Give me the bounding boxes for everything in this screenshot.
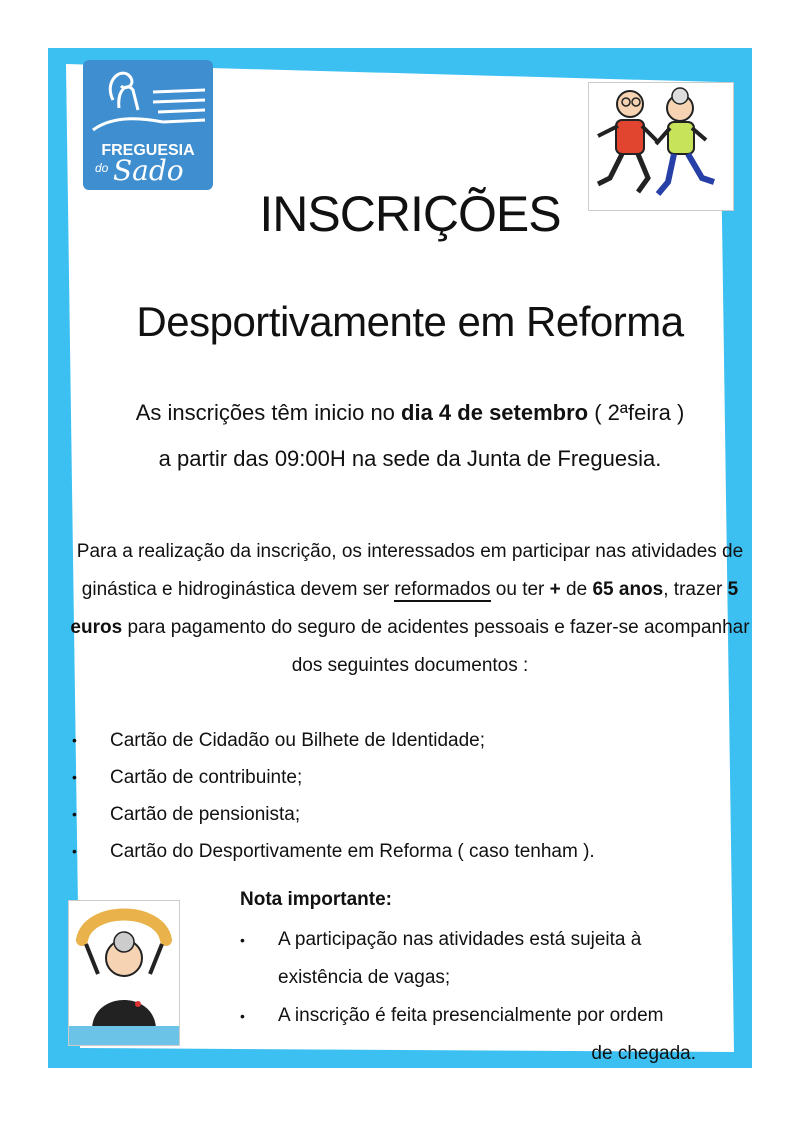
logo-name-sado: Sado bbox=[113, 154, 184, 187]
list-item bbox=[70, 759, 750, 796]
bullet-icon: • bbox=[240, 1008, 245, 1024]
document-item: Cartão de Cidadão ou Bilhete de Identidade; bbox=[110, 730, 485, 751]
req-fee: 5 euros bbox=[70, 579, 739, 638]
intro-line-1 bbox=[60, 400, 760, 426]
list-item bbox=[236, 921, 726, 997]
list-item bbox=[70, 722, 750, 759]
weekday: ( 2ªfeira ) bbox=[588, 400, 685, 425]
documents-list bbox=[70, 722, 750, 870]
note-item-end: de chegada. bbox=[591, 1043, 696, 1064]
document-item: Cartão do Desportivamente em Reforma ( caso tenham ). bbox=[110, 841, 595, 862]
logo-name-line1: FREGUESIA bbox=[101, 142, 195, 159]
note-item: A participação nas atividades está sujeita à existência de vagas; bbox=[278, 929, 642, 988]
requirements-paragraph bbox=[70, 533, 750, 685]
bullet-icon: • bbox=[240, 932, 245, 948]
req-plus: + bbox=[549, 579, 561, 600]
important-note-list bbox=[236, 921, 726, 1073]
important-note-title: Nota importante: bbox=[240, 889, 392, 910]
program-name: Desportivamente em Reforma bbox=[136, 298, 684, 345]
bullet-icon: • bbox=[72, 732, 77, 748]
bullet-icon: • bbox=[72, 806, 77, 822]
bullet-icon: • bbox=[72, 769, 77, 785]
list-item bbox=[236, 997, 726, 1073]
intro-line-2: a partir das 09:00H na sede da Junta de Freguesia. bbox=[158, 446, 662, 471]
list-item bbox=[70, 833, 750, 870]
req-text-5: para pagamento do seguro de acidentes pessoais e fazer-se acompanhar dos seguintes documentos : bbox=[122, 617, 750, 676]
bullet-icon: • bbox=[72, 843, 77, 859]
document-item: Cartão de contribuinte; bbox=[110, 767, 303, 788]
start-date: dia 4 de setembro bbox=[401, 400, 589, 425]
req-text-4: , trazer bbox=[663, 579, 728, 600]
intro-text: As inscrições têm inicio no bbox=[135, 400, 402, 425]
req-text-1: Para a realização da inscrição, os interessados em participar nas atividades de ginástica e hidroginástica devem ser bbox=[76, 541, 744, 600]
req-text-2: ou ter bbox=[490, 579, 550, 600]
bird-logo-icon bbox=[83, 60, 213, 140]
note-item: A inscrição é feita presencialmente por ordem bbox=[278, 1005, 664, 1026]
page-title: INSCRIÇÕES bbox=[259, 186, 561, 242]
req-retired: reformados bbox=[394, 579, 491, 600]
exercise-lady-illustration bbox=[68, 900, 180, 1046]
freguesia-logo bbox=[83, 60, 213, 190]
req-age: 65 anos bbox=[592, 579, 664, 600]
logo-name-do: do bbox=[95, 161, 109, 175]
list-item bbox=[70, 796, 750, 833]
req-text-3: de bbox=[560, 579, 593, 600]
document-item: Cartão de pensionista; bbox=[110, 804, 301, 825]
